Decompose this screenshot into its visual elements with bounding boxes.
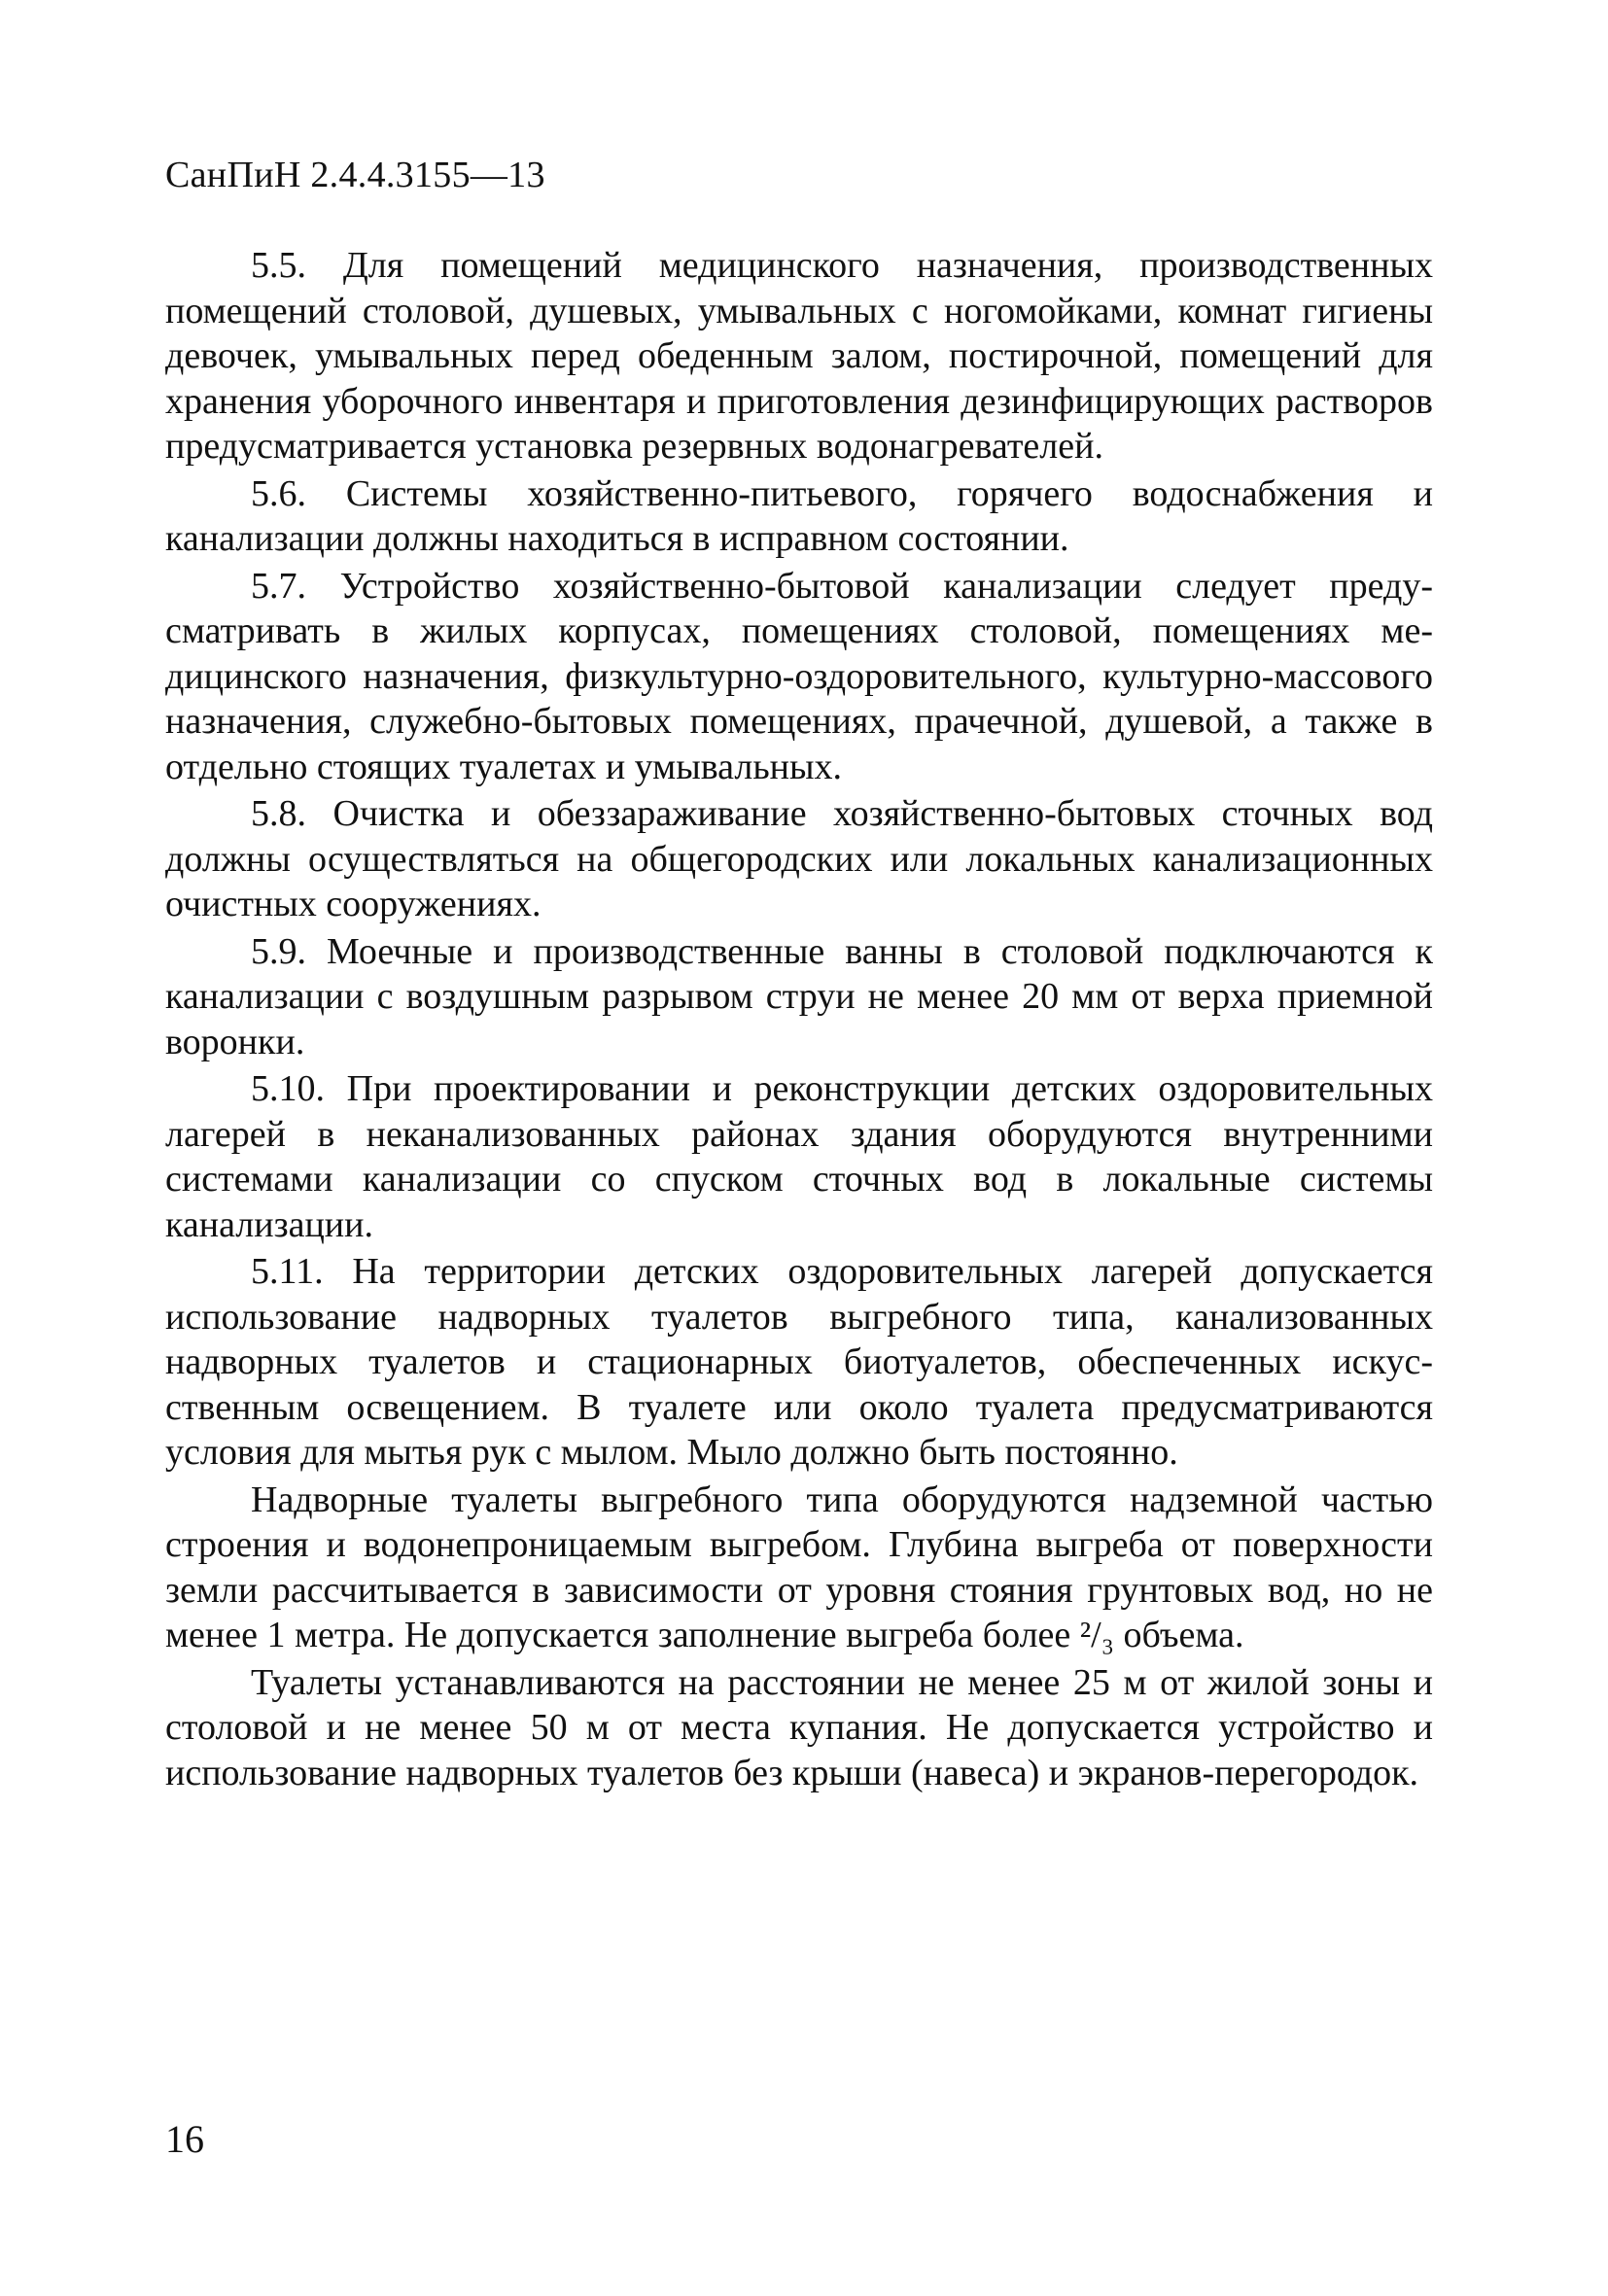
paragraph-5-10: 5.10. При проектировании и реконструкции детских оздоровительных лагерей в неканализованных районах здания оборудуются внутренними системами канализации со спуском сточных вод в локальные системы канализации. [165, 1068, 1433, 1245]
paragraph-5-8: 5.8. Очистка и обеззараживание хозяйственно-бытовых сточных вод должны осуществляться на общегородских или локальных канализационных очистных сооружениях. [165, 793, 1433, 924]
paragraph-5-9: 5.9. Моечные и производственные ванны в столовой подключаются к канализации с воздушным разрывом струи не менее 20 мм от верха приемной воронки. [165, 930, 1433, 1062]
document-body [165, 243, 1433, 1797]
paragraph-outdoor-toilets: Надворные туалеты выгребного типа оборудуются надземной частью строения и водонепроницаемым выгребом. Глубина выгреба от поверхности земли рассчитывается в зависимости от уровня стояния грунтовых вод, но не менее 1 метра. Не допускается заполнение выгреба более ²/₃ объема. [165, 1478, 1433, 1655]
paragraph-5-11: 5.11. На территории детских оздоровительных лагерей допускается использование надворных туалетов выгребного типа, канализованных надворных туалетов и стационарных биотуалетов, обеспеченных искусственным освещением. В туалете или около туалета предусматриваются условия для мытья рук с мылом. Мыло должно быть постоянно. [165, 1251, 1433, 1473]
paragraph-5-6: 5.6. Системы хозяйственно-питьевого, горячего водоснабжения и канализации должны находиться в исправном состоянии. [165, 472, 1433, 559]
paragraph-toilet-placement: Туалеты устанавливаются на расстоянии не менее 25 м от жилой зоны и столовой и не менее 50 м от места купания. Не допускается устройство и использование надворных туалетов без крыши (навеса) и экранов-перегородок. [165, 1661, 1433, 1793]
page-number: 16 [165, 2117, 204, 2161]
paragraph-5-7: 5.7. Устройство хозяйственно-бытовой канализации следует предусматривать в жилых корпусах, помещениях столовой, помещениях медицинского назначения, физкультурно-оздоровительного, культурно-массового назначения, служебно-бытовых помещениях, прачечной, душевой, а также в отдельно стоящих туалетах и умывальных. [165, 565, 1433, 787]
paragraph-5-5: 5.5. Для помещений медицинского назначения, производственных помещений столовой, душевых, умывальных с ногомойками, комнат гигиены девочек, умывальных перед обеденным залом, постирочной, помещений для хранения уборочного инвентаря и приготовления дезинфицирующих растворов предусматривается установка резервных водонагревателей. [165, 245, 1433, 467]
document-code-header: СанПиН 2.4.4.3155—13 [165, 155, 545, 195]
